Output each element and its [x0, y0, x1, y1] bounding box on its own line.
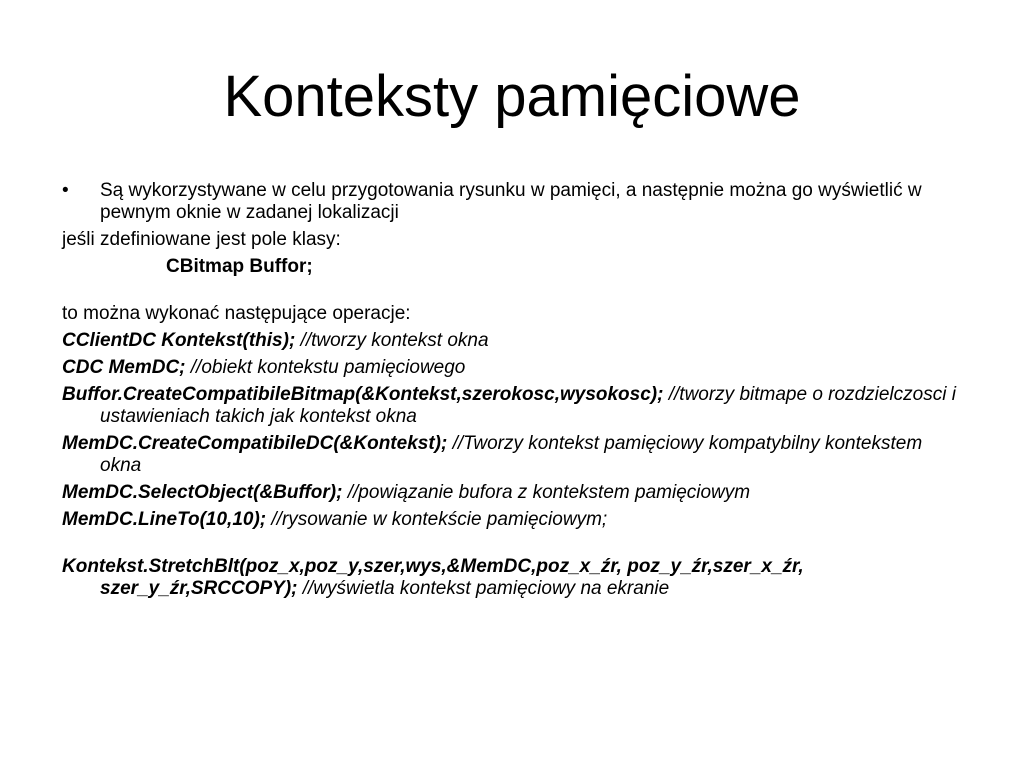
code-statement: MemDC.CreateCompatibileDC(&Kontekst);	[62, 433, 448, 454]
code-line	[62, 330, 962, 352]
slide-body	[62, 180, 962, 605]
code-comment: //tworzy bitmape o rozdzielczosci i ustawieniach takich jak kontekst okna	[100, 384, 956, 427]
code-statement: MemDC.SelectObject(&Buffor);	[62, 482, 343, 503]
spacer	[62, 536, 962, 556]
code-statement: Kontekst.StretchBlt(poz_x,poz_y,szer,wys,&MemDC,poz_x_źr, poz_y_źr,szer_x_źr, szer_y_źr,SRCCOPY);	[62, 556, 804, 599]
code-line	[62, 384, 962, 428]
field-intro: jeśli zdefiniowane jest pole klasy:	[62, 229, 341, 250]
code-statement: CClientDC Kontekst(this);	[62, 330, 296, 351]
field-declaration-code: CBitmap Buffor;	[166, 256, 313, 277]
final-code-line	[62, 556, 962, 600]
code-statement: MemDC.LineTo(10,10);	[62, 509, 267, 530]
code-line	[62, 482, 962, 504]
bullet-item	[62, 180, 962, 224]
code-line	[62, 357, 962, 379]
code-comment: //Tworzy kontekst pamięciowy kompatybilny kontekstem okna	[100, 433, 923, 476]
code-comment: //wyświetla kontekst pamięciowy na ekranie	[297, 578, 670, 599]
code-statement: CDC MemDC;	[62, 357, 186, 378]
code-comment: //tworzy kontekst okna	[295, 330, 489, 351]
operations-intro: to można wykonać następujące operacje:	[62, 303, 411, 324]
code-line	[62, 433, 962, 477]
field-declaration	[62, 256, 962, 278]
spacer	[62, 283, 962, 303]
code-comment: //powiązanie bufora z kontekstem pamięciowym	[342, 482, 751, 503]
code-comment: //obiekt kontekstu pamięciowego	[185, 357, 466, 378]
bullet-text: Są wykorzystywane w celu przygotowania rysunku w pamięci, a następnie można go wyświetlić w pewnym oknie w zadanej lokalizacji	[100, 180, 922, 223]
code-line	[62, 509, 962, 531]
bullet-mark: •	[62, 180, 69, 201]
slide-title: Konteksty pamięciowe	[223, 64, 801, 129]
code-statement: Buffor.CreateCompatibileBitmap(&Kontekst,szerokosc,wysokosc);	[62, 384, 664, 405]
code-comment: //rysowanie w kontekście pamięciowym;	[266, 509, 608, 530]
